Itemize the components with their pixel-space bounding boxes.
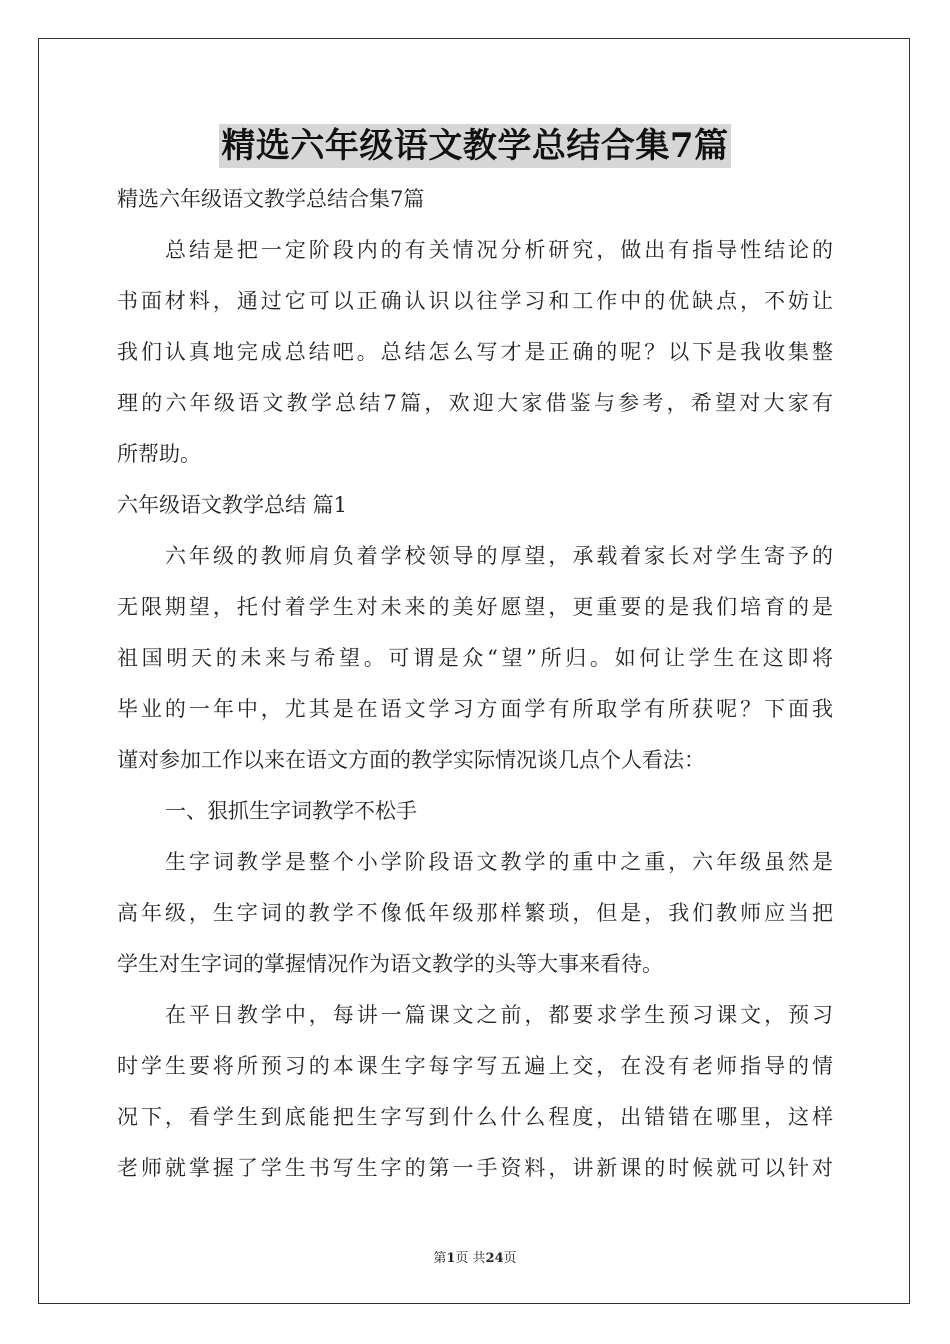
paragraph-line: 在平日教学中，每讲一篇课文之前，都要求学生预习课文，预习 (165, 1003, 833, 1027)
paragraph-line: 无限期望，托付着学生对未来的美好愿望，更重要的是我们培育的是 (117, 595, 833, 619)
sub-heading: 一、狠抓生字词教学不松手 (165, 799, 417, 823)
paragraph-line: 总结是把一定阶段内的有关情况分析研究，做出有指导性结论的 (165, 238, 833, 262)
paragraph-line: 六年级的教师肩负着学校领导的厚望，承载着家长对学生寄予的 (165, 544, 833, 568)
footer-prefix: 第 (433, 1251, 447, 1266)
paragraph-line: 时学生要将所预习的本课生字每字写五遍上交，在没有老师指导的情 (117, 1054, 833, 1078)
paragraph-line: 生字词教学是整个小学阶段语文教学的重中之重，六年级虽然是 (165, 850, 833, 874)
footer-mid: 页 共 (455, 1251, 486, 1266)
document-body (117, 178, 833, 1198)
document-title: 精选六年级语文教学总结合集7篇 (221, 126, 729, 166)
paragraph-line: 我们认真地完成总结吧。总结怎么写才是正确的呢？以下是我收集整 (117, 340, 833, 364)
paragraph-line: 祖国明天的未来与希望。可谓是众“望”所归。如何让学生在这即将 (117, 646, 833, 670)
paragraph-line: 学生对生字词的掌握情况作为语文教学的头等大事来看待。 (117, 952, 663, 976)
page-footer (0, 1247, 950, 1266)
paragraph-line: 老师就掌握了学生书写生字的第一手资料，讲新课的时候就可以针对 (117, 1156, 833, 1180)
subtitle-line: 精选六年级语文教学总结合集7篇 (117, 187, 425, 211)
current-page-number: 1 (446, 1251, 456, 1266)
paragraph-line: 谨对参加工作以来在语文方面的教学实际情况谈几点个人看法： (117, 748, 705, 772)
paragraph-line: 所帮助。 (117, 442, 201, 466)
paragraph-line: 书面材料，通过它可以正确认识以往学习和工作中的优缺点，不妨让 (117, 289, 833, 313)
paragraph-line: 高年级，生字词的教学不像低年级那样繁琐，但是，我们教师应当把 (117, 901, 833, 925)
title-container (0, 124, 950, 168)
total-page-count: 24 (485, 1251, 504, 1266)
paragraph-line: 理的六年级语文教学总结7篇，欢迎大家借鉴与参考，希望对大家有 (117, 391, 833, 415)
paragraph-line: 况下，看学生到底能把生字写到什么什么程度，出错错在哪里，这样 (117, 1105, 833, 1129)
paragraph-line: 毕业的一年中，尤其是在语文学习方面学有所取学有所获呢？下面我 (117, 697, 833, 721)
footer-suffix: 页 (503, 1251, 517, 1266)
section-heading: 六年级语文教学总结 篇1 (117, 493, 348, 517)
